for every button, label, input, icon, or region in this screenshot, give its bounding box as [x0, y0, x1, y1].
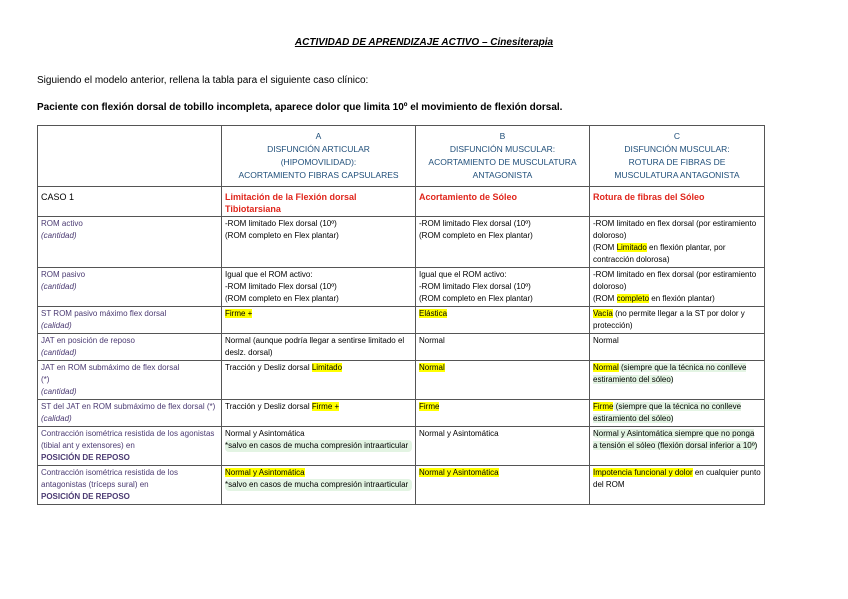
case-description: Paciente con flexión dorsal de tobillo incompleta, aparece dolor que limita 10º el movimiento de flexión dorsal.: [37, 102, 563, 113]
cell-b: Normal y Asintomática: [416, 466, 590, 505]
cell-c: Normal: [590, 334, 765, 361]
row-label: ROM activo (cantidad): [38, 217, 222, 268]
cell-a: Tracción y Desliz dorsal Firme +: [222, 400, 416, 427]
table-row-jat-reposo: [38, 334, 765, 361]
cell-a: Normal (aunque podría llegar a sentirse limitado el deslz. dorsal): [222, 334, 416, 361]
table-row-jat-submax: [38, 361, 765, 400]
header-col-c: C DISFUNCIÓN MUSCULAR: ROTURA DE FIBRAS DE MUSCULATURA ANTAGONISTA: [590, 126, 765, 187]
caso-a: Limitación de la Flexión dorsal Tibiotarsiana: [222, 187, 416, 217]
table-row-st-jat: [38, 400, 765, 427]
cell-c: Vacía (no permite llegar a la ST por dolor y protección): [590, 307, 765, 334]
cell-b: Igual que el ROM activo: -ROM limitado Flex dorsal (10º) (ROM completo en Flex plantar): [416, 268, 590, 307]
cell-a: Normal y Asintomática *salvo en casos de mucha compresión intraarticular: [222, 466, 416, 505]
row-label: ROM pasivo (cantidad): [38, 268, 222, 307]
table-row-caso: [38, 187, 765, 217]
cell-c: -ROM limitado en flex dorsal (por estiramiento doloroso) (ROM Limitado en flexión plantar, por contracción dolorosa): [590, 217, 765, 268]
row-label: Contracción isométrica resistida de los antagonistas (tríceps sural) en POSICIÓN DE REPOSO: [38, 466, 222, 505]
cell-a: Firme +: [222, 307, 416, 334]
cell-a: Igual que el ROM activo: -ROM limitado Flex dorsal (10º) (ROM completo en Flex plantar): [222, 268, 416, 307]
cell-b: Firme: [416, 400, 590, 427]
clinical-table: [37, 125, 765, 505]
cell-a: Tracción y Desliz dorsal Limitado: [222, 361, 416, 400]
cell-c: -ROM limitado en flex dorsal (por estiramiento doloroso) (ROM completo en flexión plantar): [590, 268, 765, 307]
header-row: [38, 126, 765, 187]
header-col-a: A DISFUNCIÓN ARTICULAR (HIPOMOVILIDAD): ACORTAMIENTO FIBRAS CAPSULARES: [222, 126, 416, 187]
caso-b: Acortamiento de Sóleo: [416, 187, 590, 217]
row-label: Contracción isométrica resistida de los agonistas (tibial ant y extensores) en POSICIÓN DE REPOSO: [38, 427, 222, 466]
table-row-rom-activo: [38, 217, 765, 268]
table-row-st-rom: [38, 307, 765, 334]
cell-c: Firme (siempre que la técnica no conlleve estiramiento del sóleo): [590, 400, 765, 427]
cell-a: Normal y Asintomática *salvo en casos de mucha compresión intraarticular: [222, 427, 416, 466]
cell-b: Normal y Asintomática: [416, 427, 590, 466]
row-label: JAT en ROM submáximo de flex dorsal (*) (cantidad): [38, 361, 222, 400]
document-title: ACTIVIDAD DE APRENDIZAJE ACTIVO – Cinesiterapia: [294, 37, 554, 48]
caso-label: CASO 1: [38, 187, 222, 217]
table-row-iso-agonistas: [38, 427, 765, 466]
cell-a: -ROM limitado Flex dorsal (10º) (ROM completo en Flex plantar): [222, 217, 416, 268]
row-label: JAT en posición de reposo (cantidad): [38, 334, 222, 361]
cell-b: -ROM limitado Flex dorsal (10º) (ROM completo en Flex plantar): [416, 217, 590, 268]
cell-c: Normal y Asintomática siempre que no ponga a tensión el sóleo (flexión dorsal inferior a 10º): [590, 427, 765, 466]
table-row-rom-pasivo: [38, 268, 765, 307]
cell-c: Normal (siempre que la técnica no conlleve estiramiento del sóleo): [590, 361, 765, 400]
header-col-b: B DISFUNCIÓN MUSCULAR: ACORTAMIENTO DE MUSCULATURA ANTAGONISTA: [416, 126, 590, 187]
cell-b: Normal: [416, 361, 590, 400]
header-empty: [38, 126, 222, 187]
cell-b: Normal: [416, 334, 590, 361]
cell-b: Elástica: [416, 307, 590, 334]
row-label: ST ROM pasivo máximo flex dorsal (calidad): [38, 307, 222, 334]
intro-text: Siguiendo el modelo anterior, rellena la tabla para el siguiente caso clínico:: [37, 75, 369, 86]
caso-c: Rotura de fibras del Sóleo: [590, 187, 765, 217]
cell-c: Impotencia funcional y dolor en cualquier punto del ROM: [590, 466, 765, 505]
table-row-iso-antagonistas: [38, 466, 765, 505]
row-label: ST del JAT en ROM submáximo de flex dorsal (*) (calidad): [38, 400, 222, 427]
